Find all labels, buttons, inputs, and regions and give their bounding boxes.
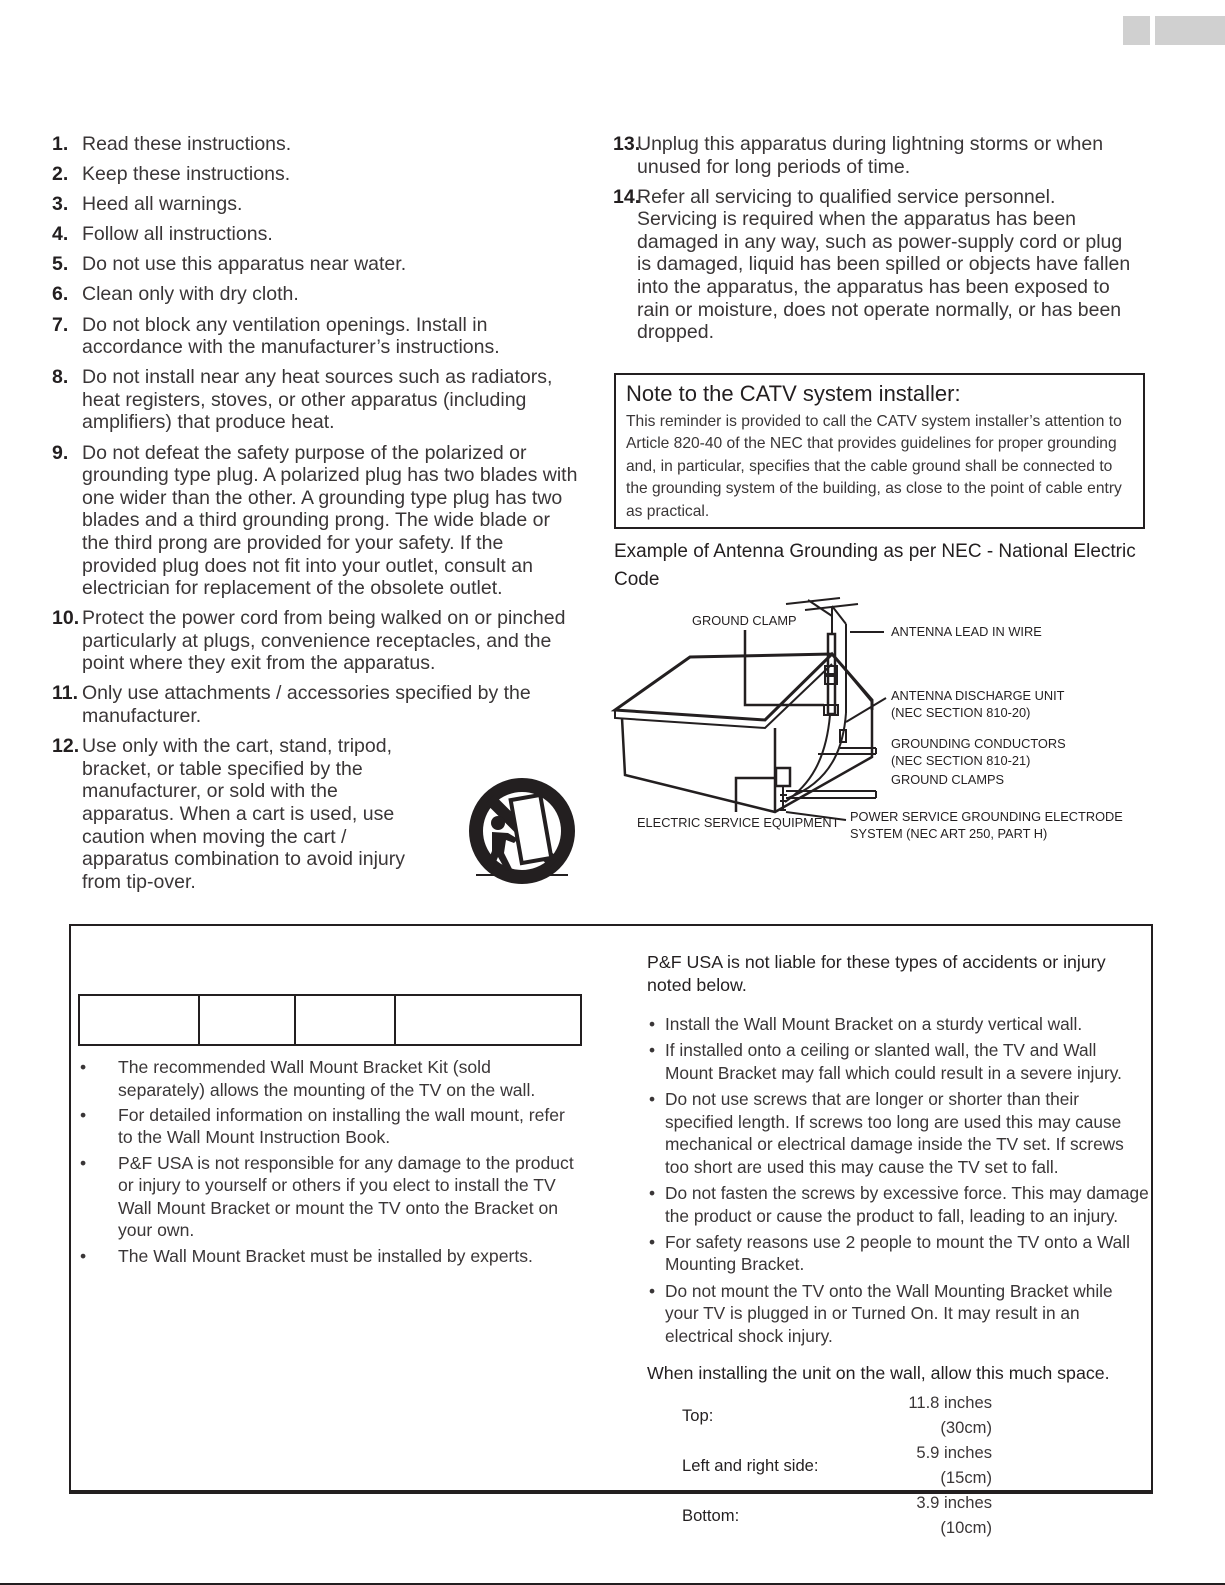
liability-item: • Do not use screws that are longer or shorter than their specified length. If screws too long are used this may cause mechanical or electrical damage inside the TV set. If screws too short are used this may cause the TV set to fall. [649, 1088, 1124, 1177]
antenna-grounding-diagram [600, 590, 1160, 860]
label-discharge-unit: ANTENNA DISCHARGE UNIT [891, 688, 1065, 703]
wall-mount-note: • The Wall Mount Bracket must be installed by experts. [80, 1245, 533, 1266]
safety-instructions-right [613, 133, 1133, 351]
label-conductors-section: (NEC SECTION 810-21) [891, 753, 1031, 768]
instruction-item: 13. Unplug this apparatus during lightning storms or when unused for long periods of time. [613, 133, 1104, 178]
label-discharge-section: (NEC SECTION 810-20) [891, 705, 1031, 720]
bullet-icon: • [649, 1014, 656, 1034]
liability-item: • Do not mount the TV onto the Wall Mounting Bracket while your TV is plugged in or Turned On. It may result in an electrical shock injury. [649, 1280, 1113, 1346]
instruction-item: 4. Follow all instructions. [52, 223, 273, 246]
instruction-item: 11. Only use attachments / accessories specified by the manufacturer. [52, 682, 531, 728]
bullet-icon: • [649, 1088, 656, 1109]
antenna-grounding-title: Example of Antenna Grounding as per NEC - National Electric Code [614, 541, 1136, 590]
bullet-icon: • [649, 1280, 656, 1301]
instruction-item: 1. Read these instructions. [52, 133, 292, 155]
instruction-item: 6. Clean only with dry cloth. [52, 283, 299, 306]
liability-item: • For safety reasons use 2 people to mount the TV onto a Wall Mounting Bracket. [649, 1231, 1130, 1275]
bullet-icon: • [649, 1182, 656, 1203]
label-ground-clamps: GROUND CLAMPS [891, 772, 1005, 787]
liability-list [649, 1013, 1149, 1351]
wall-mount-bracket-table [78, 994, 582, 1046]
bullet-icon: • [649, 1040, 656, 1061]
clearance-row: Top: 11.8 inches (30cm) [682, 1393, 992, 1437]
clearance-table [682, 1390, 992, 1540]
catv-note-title: Note to the CATV system installer: [626, 381, 961, 406]
liability-item: • Install the Wall Mount Bracket on a sturdy vertical wall. [649, 1014, 1083, 1034]
instruction-item: 8. Do not install near any heat sources such as radiators, heat registers, stoves, or other apparatus (including amplifiers) that produce heat. [52, 366, 553, 434]
page-tab-marker [1123, 16, 1150, 45]
label-power-service-2: SYSTEM (NEC ART 250, PART H) [850, 826, 1048, 841]
liability-item: • If installed onto a ceiling or slanted wall, the TV and Wall Mount Bracket may fall which could result in a severe injury. [649, 1040, 1122, 1083]
bracket-cell [79, 995, 199, 1045]
wall-mount-note: • The recommended Wall Mount Bracket Kit (sold separately) allows the mounting of the TV on the wall. [80, 1057, 536, 1100]
wall-mount-notes [76, 1056, 576, 1270]
label-electric-service: ELECTRIC SERVICE EQUIPMENT [637, 815, 840, 830]
label-antenna-lead: ANTENNA LEAD IN WIRE [891, 624, 1042, 639]
wall-mount-note: • P&F USA is not responsible for any damage to the product or injury to yourself or others if you elect to install the TV Wall Mount Bracket or mount the TV onto the Bracket on your own. [80, 1152, 574, 1241]
instruction-item: 14. Refer all servicing to qualified service personnel. Servicing is required when the apparatus has been damaged in any way, such as power-supply cord or plug is damaged, liquid has been spilled or objects have fallen into the apparatus, the apparatus has been exposed to rain or moisture, does not operate normally, or has been dropped. [613, 185, 1131, 344]
label-ground-clamp: GROUND CLAMP [692, 613, 797, 628]
wall-mount-note: • For detailed information on installing the wall mount, refer to the Wall Mount Instruction Book. [80, 1104, 565, 1148]
bracket-cell [199, 995, 294, 1045]
instruction-item: 10. Protect the power cord from being walked on or pinched particularly at plugs, convenience receptacles, and the point where they exit from the apparatus. [52, 607, 566, 675]
clearance-heading: When installing the unit on the wall, allow this much space. [647, 1363, 1110, 1383]
clearance-row: Left and right side: 5.9 inches (15cm) [682, 1443, 992, 1487]
bullet-icon: • [649, 1231, 656, 1252]
bullet-icon: • [80, 1245, 87, 1266]
instruction-item: 3. Heed all warnings. [52, 193, 243, 216]
bracket-cell [295, 995, 395, 1045]
bullet-icon: • [80, 1104, 87, 1125]
catv-note-body: This reminder is provided to call the CATV system installer’s attention to Article 820-40 of the NEC that provides guidelines for proper grounding and, in particular, specifies that the cable ground shall be connected to the grounding system of the building, as close to the point of cable entry as practical. [626, 413, 1122, 520]
cart-tip-over-warning-icon [468, 777, 578, 889]
liability-item: • Do not fasten the screws by excessive force. This may damage the product or cause the product to fall, leading to an injury. [649, 1182, 1149, 1226]
label-grounding-conductors: GROUNDING CONDUCTORS [891, 736, 1066, 751]
bracket-cell [395, 995, 581, 1045]
page-tab-marker-wide [1155, 16, 1225, 45]
instruction-item: 7. Do not block any ventilation openings. Install in accordance with the manufacturer’s instructions. [52, 313, 500, 359]
bullet-icon: • [80, 1152, 87, 1173]
clearance-row: Bottom: 3.9 inches (10cm) [682, 1493, 992, 1537]
bullet-icon: • [80, 1057, 87, 1077]
liability-heading: P&F USA is not liable for these types of accidents or injury noted below. [647, 952, 1106, 995]
catv-installer-note [614, 373, 1145, 529]
instruction-item: 2. Keep these instructions. [52, 163, 291, 186]
label-power-service-1: POWER SERVICE GROUNDING ELECTRODE [850, 809, 1123, 824]
instruction-item: 9. Do not defeat the safety purpose of the polarized or grounding type plug. A polarized plug has two blades with one wider than the other. A grounding type plug has two blades and a third grounding prong. The wide blade or the third prong are provided for your safety. If the provided plug does not fit into your outlet, consult an electrician for replacement of the obsolete outlet. [52, 441, 578, 600]
instruction-item: 12. Use only with the cart, stand, tripod, bracket, or table specified by the manufacturer, or sold with the apparatus. When a cart is used, use caution when moving the cart / apparatus combination to avoid injury from tip-over. [52, 735, 406, 893]
instruction-item: 5. Do not use this apparatus near water. [52, 253, 407, 276]
